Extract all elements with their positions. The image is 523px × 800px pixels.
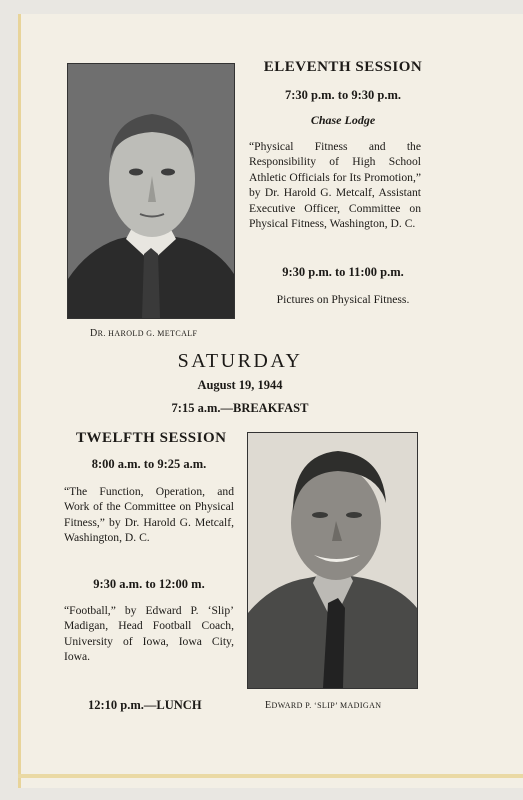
metcalf-portrait-photo — [67, 63, 235, 319]
eleventh-session-description: “Physical Fitness and the Responsibility of High School Athletic Officials for Its Promotion,” by Dr. Harold G. Metcalf, Assistant Executive Officer, Committee on Physical Fitness, Washington, D. C. — [249, 140, 421, 231]
twelfth-session-second-time: 9:30 a.m. to 12:00 m. — [93, 577, 205, 591]
twelfth-session-time: 8:00 a.m. to 9:25 a.m. — [91, 457, 207, 471]
madigan-photo-caption — [265, 700, 415, 711]
eleventh-session-heading: ELEVENTH SESSION — [263, 59, 423, 75]
eleventh-session-location: Chase Lodge — [310, 113, 376, 127]
breakfast-line: 7:15 a.m.—BREAKFAST — [171, 401, 309, 415]
caption-initial: D — [90, 328, 98, 339]
lunch-line: 12:10 p.m.—LUNCH — [88, 698, 202, 712]
caption-initial: E — [265, 700, 272, 711]
date-line: August 19, 1944 — [197, 378, 283, 392]
twelfth-session-description: “The Function, Operation, and Work of the Committee on Physical Fitness,” by Dr. Harold G. Metcalf, Washington, D. C. — [64, 485, 234, 545]
madigan-portrait-photo — [247, 432, 418, 689]
page-edge — [18, 774, 523, 778]
eleventh-session-time: 7:30 p.m. to 9:30 p.m. — [285, 88, 401, 102]
caption-rest: R. HAROLD G. METCALF — [97, 329, 198, 338]
day-heading: SATURDAY — [177, 350, 303, 372]
caption-rest: DWARD P. ‘SLIP’ MADIGAN — [271, 701, 382, 710]
twelfth-session-heading: TWELFTH SESSION — [76, 430, 227, 446]
twelfth-session-second-description: “Football,” by Edward P. ‘Slip’ Madigan, Head Football Coach, University of Iowa, Iowa City, Iowa. — [64, 604, 234, 664]
metcalf-photo-caption — [90, 328, 240, 339]
eleventh-session-second-time: 9:30 p.m. to 11:00 p.m. — [282, 265, 404, 279]
eleventh-session-second-description: Pictures on Physical Fitness. — [276, 293, 410, 306]
